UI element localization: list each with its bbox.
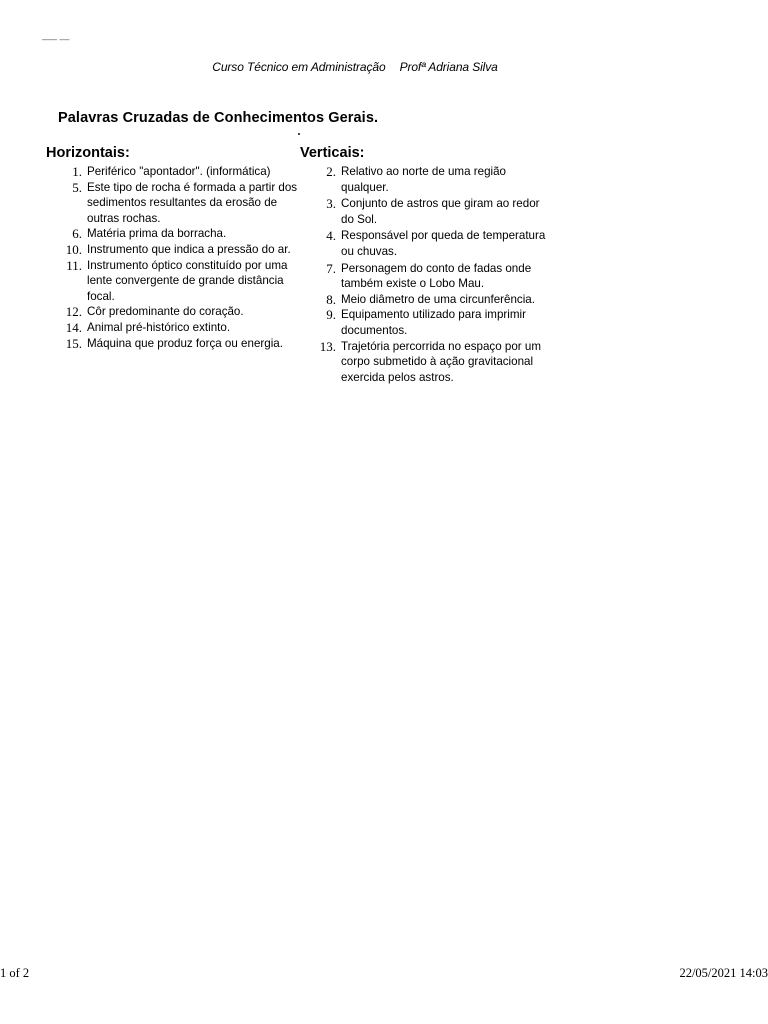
clue-number: 7. bbox=[326, 260, 336, 276]
stray-dot bbox=[298, 133, 300, 135]
clue-item bbox=[46, 320, 301, 336]
clue-item bbox=[46, 242, 301, 258]
vertical-heading: Verticais: bbox=[300, 145, 365, 161]
clue-text: Instrumento que indica a pressão do ar. bbox=[87, 242, 291, 256]
clue-item bbox=[300, 261, 555, 292]
clue-number: 12. bbox=[65, 304, 82, 320]
clue-text: Personagem do conto de fadas onde também existe o Lobo Mau. bbox=[341, 261, 532, 291]
clue-item bbox=[46, 336, 301, 352]
clue-number: 14. bbox=[65, 319, 82, 335]
clue-item bbox=[46, 180, 301, 227]
clue-number: 6. bbox=[72, 226, 82, 242]
clue-item bbox=[300, 307, 555, 338]
clue-text: Máquina que produz força ou energia. bbox=[87, 336, 283, 350]
page-title: Palavras Cruzadas de Conhecimentos Gerais. bbox=[58, 110, 379, 126]
course-name: Curso Técnico em Administração bbox=[212, 60, 386, 74]
clue-number: 9. bbox=[326, 307, 336, 323]
vertical-clues-column bbox=[300, 144, 555, 385]
clue-item bbox=[300, 228, 555, 259]
clue-text: Animal pré-histórico extinto. bbox=[87, 320, 231, 334]
clue-text: Este tipo de rocha é formada a partir dos sedimentos resultantes da erosão de outras rochas. bbox=[87, 180, 298, 225]
clue-text: Responsável por queda de temperatura ou chuvas. bbox=[341, 229, 546, 258]
clue-number: 13. bbox=[319, 338, 336, 354]
clue-number: 11. bbox=[66, 257, 82, 273]
horizontal-clues-column bbox=[46, 144, 301, 351]
clue-number: 2. bbox=[326, 164, 336, 179]
clue-item bbox=[300, 339, 555, 386]
clue-text: Trajetória percorrida no espaço por um corpo submetido à ação gravitacional exercida pelos astros. bbox=[341, 339, 541, 384]
clue-item bbox=[300, 292, 555, 308]
clue-number: 1. bbox=[72, 164, 82, 179]
horizontal-clue-list bbox=[46, 164, 301, 351]
clue-text: Periférico "apontador". (informática) bbox=[87, 165, 271, 178]
vertical-clue-list bbox=[300, 164, 555, 385]
clue-number: 5. bbox=[72, 179, 82, 195]
clue-item bbox=[46, 226, 301, 242]
horizontal-heading: Horizontais: bbox=[46, 145, 130, 161]
clue-text: Matéria prima da borracha. bbox=[87, 227, 227, 241]
cropped-header-fragment: ––– –– bbox=[42, 38, 70, 44]
clue-text: Instrumento óptico constituído por uma lente convergente de grande distância focal. bbox=[87, 258, 288, 303]
clue-number: 3. bbox=[326, 196, 336, 212]
clue-item bbox=[300, 196, 555, 227]
clue-item bbox=[46, 258, 301, 305]
clue-text: Equipamento utilizado para imprimir documentos. bbox=[341, 308, 526, 337]
clue-number: 8. bbox=[326, 291, 336, 307]
document-header bbox=[0, 60, 710, 74]
clue-item bbox=[46, 164, 301, 180]
clue-item bbox=[46, 304, 301, 320]
clue-number: 4. bbox=[326, 228, 336, 244]
clue-text: Meio diâmetro de uma circunferência. bbox=[341, 292, 535, 306]
clue-item bbox=[300, 164, 555, 195]
page-counter: 1 of 2 bbox=[0, 966, 30, 980]
print-datetime: 22/05/2021 14:03 bbox=[679, 966, 768, 980]
clue-text: Côr predominante do coração. bbox=[87, 305, 244, 319]
teacher-name: Profª Adriana Silva bbox=[399, 60, 498, 74]
clue-text: Relativo ao norte de uma região qualquer. bbox=[341, 165, 506, 194]
clue-text: Conjunto de astros que giram ao redor do Sol. bbox=[341, 197, 540, 226]
clue-number: 15. bbox=[65, 335, 82, 351]
clue-number: 10. bbox=[65, 241, 82, 257]
